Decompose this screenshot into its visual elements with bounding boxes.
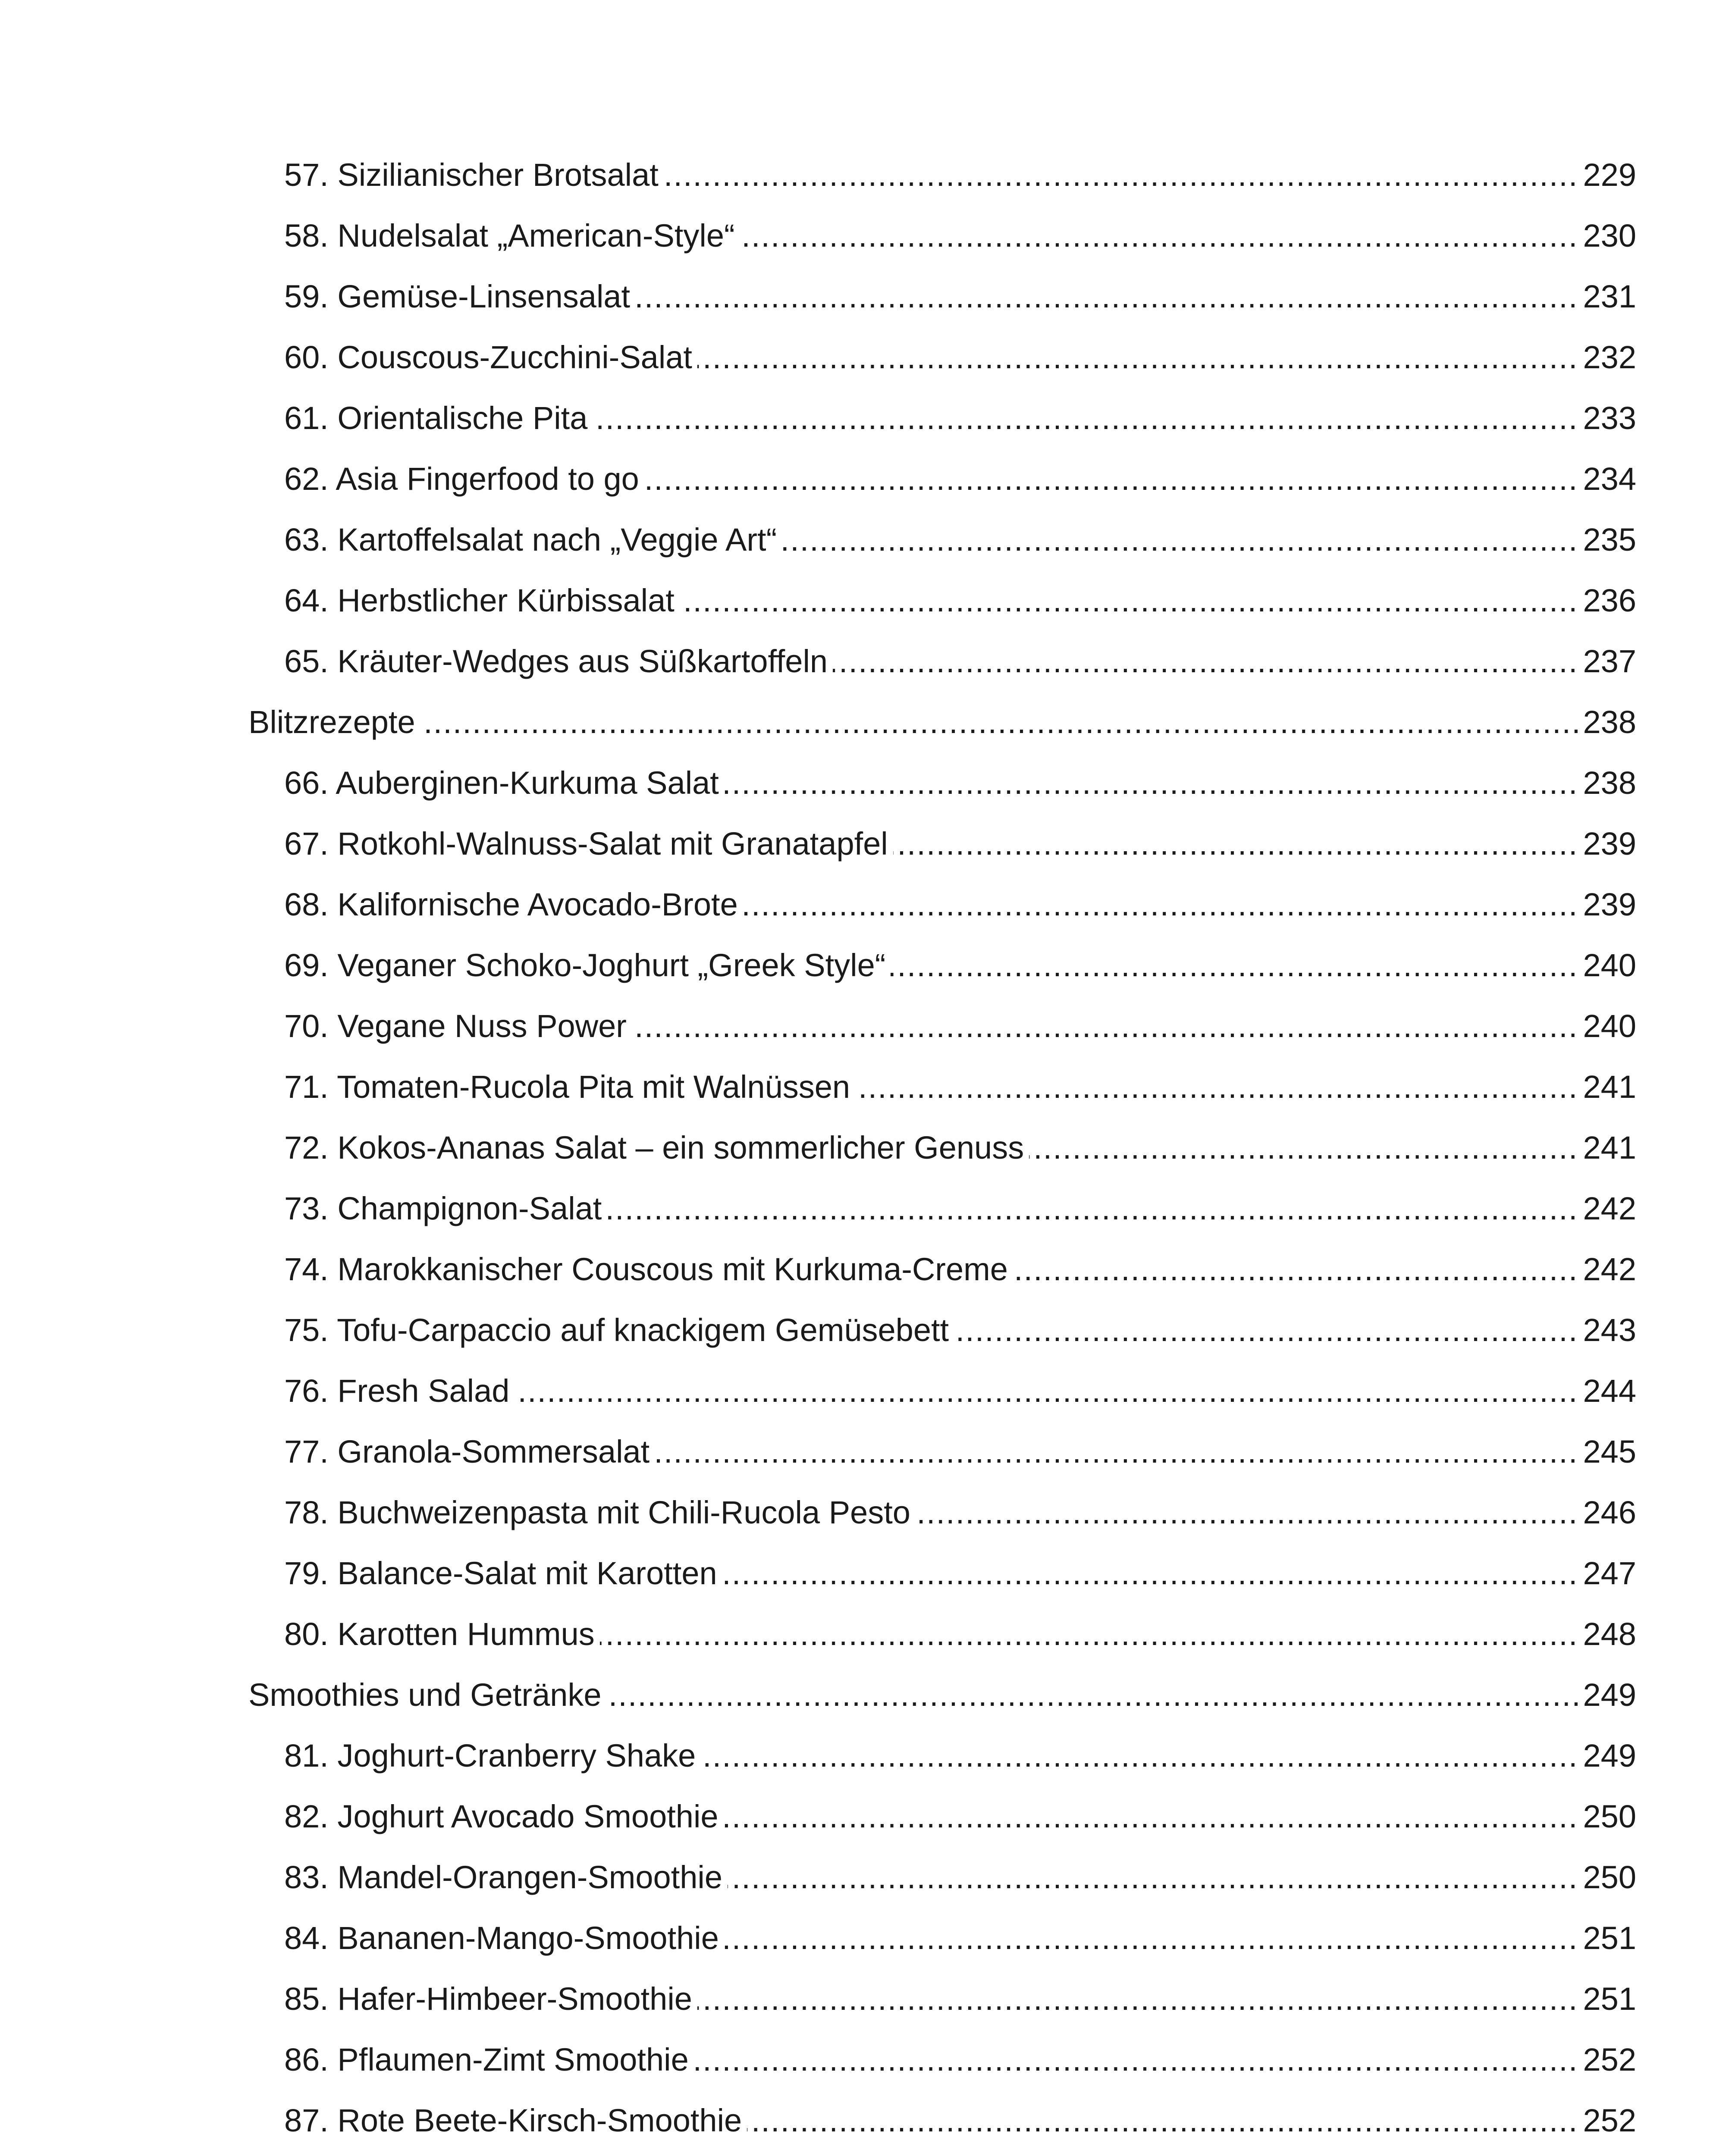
toc-entry-title: 73. Champignon-Salat	[284, 1191, 607, 1226]
toc-entry	[284, 2151, 1636, 2156]
toc-entry-page-number: 242	[1578, 1178, 1636, 1239]
toc-entry-title: 72. Kokos-Ananas Salat – ein sommerlicher Genuss	[284, 1130, 1029, 1166]
toc-entry-page-number: 241	[1578, 1117, 1636, 1178]
toc-entry	[284, 1543, 1636, 1604]
toc-entry-title: 85. Hafer-Himbeer-Smoothie	[284, 1981, 697, 2017]
toc-entry	[284, 327, 1636, 388]
toc-entry-page-number: 249	[1578, 1725, 1636, 1786]
toc-entry-title: 60. Couscous-Zucchini-Salat	[284, 339, 697, 375]
toc-entry	[284, 1847, 1636, 1908]
toc-dot-leader	[248, 692, 1636, 752]
toc-entry	[284, 1908, 1636, 1968]
toc-entry-title: 82. Joghurt Avocado Smoothie	[284, 1799, 724, 1834]
toc-entry	[284, 631, 1636, 692]
toc-section-heading	[248, 692, 1636, 752]
toc-entry	[284, 1968, 1636, 2029]
toc-entry-title: 81. Joghurt-Cranberry Shake	[284, 1738, 701, 1774]
toc-entry	[284, 2029, 1636, 2090]
toc-entry	[284, 752, 1636, 813]
toc-entry-page-number: 247	[1578, 1543, 1636, 1604]
toc-entry-page-number: 251	[1578, 1968, 1636, 2029]
toc-entry-page-number: 235	[1578, 509, 1636, 570]
toc-entry-title: 84. Bananen-Mango-Smoothie	[284, 1920, 724, 1956]
toc-entry-title: 76. Fresh Salad	[284, 1373, 515, 1409]
toc-dot-leader	[284, 2151, 1636, 2156]
toc-entry-page-number: 245	[1578, 1421, 1636, 1482]
toc-entry	[284, 1421, 1636, 1482]
toc-entry	[284, 996, 1636, 1056]
toc-entry	[284, 1178, 1636, 1239]
toc-entry-page-number: 239	[1578, 874, 1636, 935]
toc-entry-title: 63. Kartoffelsalat nach „Veggie Art“	[284, 522, 782, 558]
toc-entry	[284, 1239, 1636, 1300]
toc-entry	[284, 1056, 1636, 1117]
toc-entry-page-number: 238	[1578, 752, 1636, 813]
toc-entry-page-number: 237	[1578, 631, 1636, 692]
toc-entry-title: 70. Vegane Nuss Power	[284, 1008, 632, 1044]
toc-entry-page-number	[1578, 2151, 1636, 2156]
toc-entry-title: 87. Rote Beete-Kirsch-Smoothie	[284, 2103, 747, 2138]
toc-entry-title: 75. Tofu-Carpaccio auf knackigem Gemüsebett	[284, 1312, 954, 1348]
toc-entry-page-number: 249	[1578, 1664, 1636, 1725]
toc-entry-page-number: 244	[1578, 1360, 1636, 1421]
toc-entry	[284, 874, 1636, 935]
toc-entry-page-number: 238	[1578, 692, 1636, 752]
toc-entry-page-number: 230	[1578, 205, 1636, 266]
toc-entry-page-number: 246	[1578, 1482, 1636, 1543]
toc-entry-title: 68. Kalifornische Avocado-Brote	[284, 887, 743, 922]
toc-entry	[284, 448, 1636, 509]
toc-entry-title: 69. Veganer Schoko-Joghurt „Greek Style“	[284, 947, 891, 983]
toc-section-heading	[248, 1664, 1636, 1725]
toc-entry	[284, 509, 1636, 570]
toc-entry	[284, 144, 1636, 205]
toc-entry-title: 67. Rotkohl-Walnuss-Salat mit Granatapfel	[284, 826, 893, 862]
toc-entry	[284, 1482, 1636, 1543]
toc-entry-title: 58. Nudelsalat „American-Style“	[284, 218, 740, 254]
toc-entry	[284, 1786, 1636, 1847]
toc-entry	[284, 2090, 1636, 2151]
toc-entry-page-number: 250	[1578, 1786, 1636, 1847]
toc-entry-title: 66. Auberginen-Kurkuma Salat	[284, 765, 724, 801]
toc-entry-title: 83. Mandel-Orangen-Smoothie	[284, 1859, 728, 1895]
toc-entry	[284, 1117, 1636, 1178]
toc-entry-title: 74. Marokkanischer Couscous mit Kurkuma-Creme	[284, 1251, 1013, 1287]
toc-entry-title: 86. Pflaumen-Zimt Smoothie	[284, 2042, 694, 2078]
toc-entry	[284, 1725, 1636, 1786]
toc-entry-page-number: 232	[1578, 327, 1636, 388]
toc-entry-title: Smoothies und Getränke	[248, 1677, 607, 1713]
toc-entry-title: 65. Kräuter-Wedges aus Süßkartoffeln	[284, 643, 833, 679]
toc-entry	[284, 935, 1636, 996]
table-of-contents	[248, 144, 1636, 2156]
toc-entry-page-number: 236	[1578, 570, 1636, 631]
toc-entry-page-number: 240	[1578, 996, 1636, 1056]
toc-entry-page-number: 233	[1578, 388, 1636, 448]
toc-entry	[284, 266, 1636, 327]
toc-entry-page-number: 239	[1578, 813, 1636, 874]
toc-entry	[284, 205, 1636, 266]
toc-entry-title: 78. Buchweizenpasta mit Chili-Rucola Pesto	[284, 1495, 916, 1530]
toc-entry	[284, 1604, 1636, 1664]
toc-entry-page-number: 252	[1578, 2029, 1636, 2090]
toc-entry-title: 79. Balance-Salat mit Karotten	[284, 1555, 722, 1591]
toc-entry-page-number: 242	[1578, 1239, 1636, 1300]
toc-entry	[284, 1300, 1636, 1360]
toc-entry-page-number: 250	[1578, 1847, 1636, 1908]
toc-entry-page-number: 248	[1578, 1604, 1636, 1664]
toc-entry-title: 57. Sizilianischer Brotsalat	[284, 157, 664, 193]
toc-entry-title: 80. Karotten Hummus	[284, 1616, 600, 1652]
toc-entry-page-number: 251	[1578, 1908, 1636, 1968]
toc-entry	[284, 1360, 1636, 1421]
toc-entry	[284, 388, 1636, 448]
toc-entry-title: 61. Orientalische Pita	[284, 400, 593, 436]
toc-entry-title: Blitzrezepte	[248, 704, 420, 740]
toc-entry-page-number: 241	[1578, 1056, 1636, 1117]
toc-entry-title: 71. Tomaten-Rucola Pita mit Walnüssen	[284, 1069, 855, 1105]
toc-entry-title: 62. Asia Fingerfood to go	[284, 461, 644, 497]
toc-entry-page-number: 252	[1578, 2090, 1636, 2151]
toc-entry-page-number: 234	[1578, 448, 1636, 509]
toc-entry	[284, 570, 1636, 631]
toc-entry-title: 64. Herbstlicher Kürbissalat	[284, 583, 680, 618]
toc-entry-page-number: 229	[1578, 144, 1636, 205]
toc-entry-page-number: 240	[1578, 935, 1636, 996]
toc-entry-title: 59. Gemüse-Linsensalat	[284, 279, 635, 314]
toc-entry-title: 77. Granola-Sommersalat	[284, 1434, 655, 1470]
toc-entry-page-number: 243	[1578, 1300, 1636, 1360]
toc-entry-page-number: 231	[1578, 266, 1636, 327]
toc-entry	[284, 813, 1636, 874]
